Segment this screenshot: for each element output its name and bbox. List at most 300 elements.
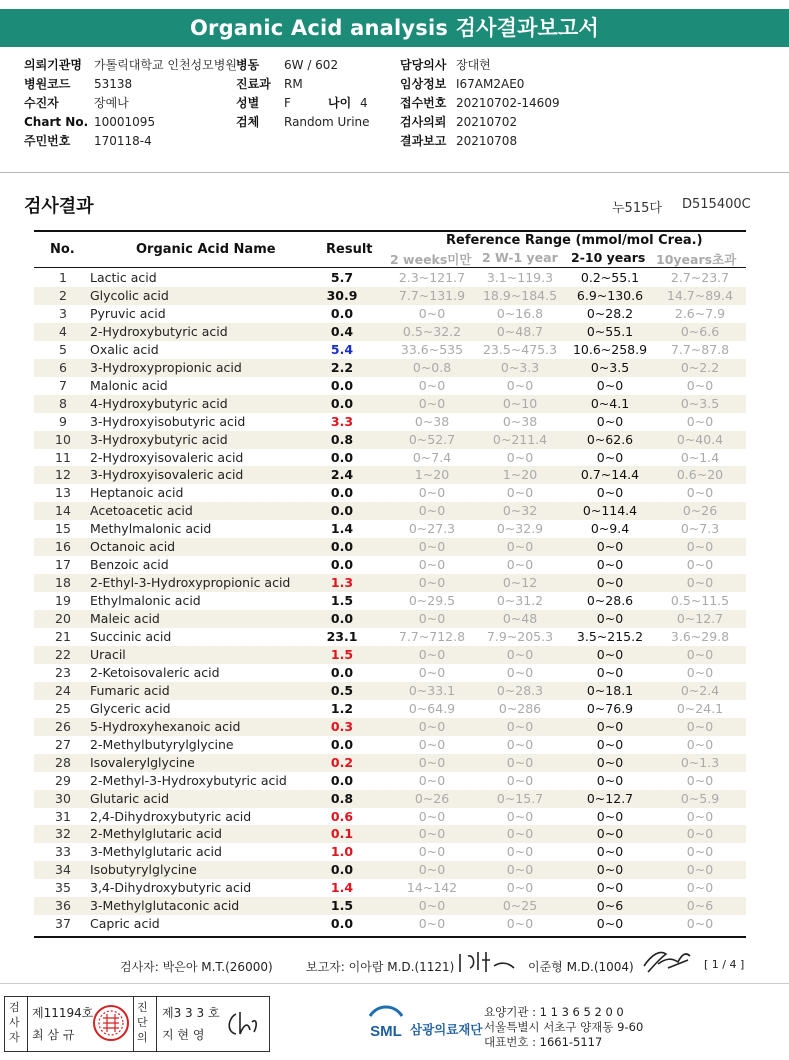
reporter-handwritten-signature (456, 948, 520, 976)
row-number: 5 (59, 341, 67, 357)
acid-name: 3-Hydroxyisovaleric acid (90, 467, 244, 483)
acid-name: 3-Methylglutaconic acid (90, 898, 240, 914)
ref-10y-plus: 0~0 (686, 826, 714, 842)
ref-10y-plus: 0~0 (686, 862, 714, 878)
row-number: 4 (59, 323, 67, 339)
row-number: 20 (55, 611, 71, 627)
result-value: 0.0 (330, 611, 354, 627)
acid-name: 2-Methylglutaric acid (90, 826, 222, 842)
info-label: 결과보고 (400, 134, 447, 148)
pathologist-signature (222, 1008, 262, 1040)
table-row (34, 736, 746, 754)
info-value: 10001095 (94, 115, 156, 129)
acid-name: 3-Hydroxybutyric acid (90, 431, 228, 447)
result-value: 1.5 (330, 646, 354, 662)
acid-name: 2-Hydroxyisovaleric acid (90, 449, 244, 465)
table-row (34, 395, 746, 413)
ref-2-10y: 10.6~258.9 (572, 341, 648, 357)
info-label: 병동 (236, 58, 260, 72)
row-number: 34 (55, 862, 71, 878)
row-number: 26 (55, 718, 71, 734)
ref-10y-plus: 2.6~7.9 (674, 305, 726, 321)
ref-2w-1y: 0~0 (506, 539, 534, 555)
info-label: 접수번호 (400, 96, 447, 110)
ref-10y-plus: 0~0 (686, 808, 714, 824)
result-value: 0.4 (330, 323, 354, 339)
row-number: 29 (55, 772, 71, 788)
ref-2w-1y: 23.5~475.3 (482, 341, 558, 357)
row-number: 8 (59, 395, 67, 411)
ref-2-10y: 0~55.1 (586, 323, 634, 339)
ref-10y-plus: 0~0 (686, 916, 714, 932)
ref-2w-1y: 0~0 (506, 646, 534, 662)
result-value: 0.0 (330, 503, 354, 519)
ref-2weeks: 0~7.4 (412, 449, 452, 465)
result-value: 30.9 (326, 287, 358, 303)
info-value: 6W / 602 (284, 58, 339, 72)
row-number: 16 (55, 539, 71, 555)
ref-2w-1y: 0~0 (506, 557, 534, 573)
ref-2weeks: 0~0 (418, 808, 446, 824)
result-value: 23.1 (326, 629, 358, 644)
ref-2weeks: 0~0 (418, 718, 446, 734)
result-value: 0.0 (330, 377, 354, 393)
table-row (34, 664, 746, 682)
table-row (34, 377, 746, 395)
acid-name: 2-Ethyl-3-Hydroxypropionic acid (90, 575, 291, 591)
ref-10y-plus: 0~0 (686, 539, 714, 555)
ref-2weeks: 0~0 (418, 377, 446, 393)
table-row (34, 610, 746, 628)
ref-2weeks: 0~52.7 (408, 431, 456, 447)
ref-2w-1y: 0~0 (506, 916, 534, 932)
acid-name: Ethylmalonic acid (90, 593, 201, 609)
row-number: 7 (59, 377, 67, 393)
ref-2w-1y: 0~28.3 (496, 682, 544, 698)
ref-2weeks: 7.7~131.9 (398, 287, 466, 303)
ref-2-10y: 0~0 (596, 772, 624, 788)
ref-2-10y: 0~0 (596, 916, 624, 932)
ref-2weeks: 0~0 (418, 305, 446, 321)
doctor2-signature-line: 이준형 M.D.(1004) (528, 960, 634, 974)
ref-2weeks: 2.3~121.7 (398, 270, 466, 285)
table-row (34, 484, 746, 502)
ref-2w-1y: 0~0 (506, 808, 534, 824)
ref-2weeks: 0~27.3 (408, 521, 456, 537)
row-number: 36 (55, 898, 71, 914)
ref-10y-plus: 0~0 (686, 844, 714, 860)
ref-2-10y: 0~0 (596, 539, 624, 555)
ref-2-10y: 0~0 (596, 736, 624, 752)
ref-10y-plus: 0~0 (686, 377, 714, 393)
acid-name: Benzoic acid (90, 557, 169, 573)
ref-10y-plus: 0~7.3 (680, 521, 720, 537)
ref-2-10y: 0~28.2 (586, 305, 634, 321)
table-row (34, 879, 746, 897)
ref-2w-1y: 0~0 (506, 826, 534, 842)
ref-10y-plus: 0.6~20 (676, 467, 724, 483)
ref-10y-plus: 0~24.1 (676, 700, 724, 716)
result-value: 0.0 (330, 664, 354, 680)
address: 서울특별시 서초구 양재동 9-60 (484, 1020, 644, 1034)
ref-2weeks: 0~0 (418, 754, 446, 770)
info-label: 의뢰기관명 (24, 58, 82, 72)
info-value: 20210702-14609 (456, 96, 560, 110)
ref-10y-plus: 0~2.4 (680, 682, 720, 698)
result-value: 1.2 (330, 700, 354, 716)
ref-2-10y: 0~0 (596, 862, 624, 878)
acid-name: Capric acid (90, 916, 160, 932)
report-title: Organic Acid analysis 검사결과보고서 (0, 9, 789, 47)
table-row (34, 287, 746, 305)
row-number: 30 (55, 790, 71, 806)
info-label: 검사의뢰 (400, 115, 447, 129)
ref-2weeks: 0~0 (418, 898, 446, 914)
ref-2w-1y: 0~12 (502, 575, 538, 591)
info-value: RM (284, 77, 303, 91)
section-code-2: D515400C (682, 197, 751, 212)
ref-2weeks: 0.5~32.2 (402, 323, 462, 339)
row-number: 31 (55, 808, 71, 824)
result-value: 2.4 (330, 467, 354, 483)
ref-2w-1y: 0~0 (506, 377, 534, 393)
ref-10y-plus: 0~1.4 (680, 449, 720, 465)
ref-10y-plus: 0~0 (686, 646, 714, 662)
ref-2weeks: 0~0 (418, 575, 446, 591)
ref-2weeks: 0~64.9 (408, 700, 456, 716)
ref-2-10y: 0~0 (596, 485, 624, 501)
acid-name: Lactic acid (90, 270, 157, 285)
ref-2-10y: 3.5~215.2 (576, 629, 644, 644)
ref-2-10y: 0~0 (596, 718, 624, 734)
info-value: 장예나 (94, 96, 129, 110)
phone: 대표번호 : 1661-5117 (484, 1035, 603, 1049)
table-row (34, 466, 746, 484)
table-top-rule (34, 230, 746, 232)
info-value: 170118-4 (94, 134, 152, 148)
ref-2-10y: 0~0 (596, 575, 624, 591)
ref-2-10y: 0.7~14.4 (580, 467, 640, 483)
ref-2w-1y: 0~0 (506, 862, 534, 878)
row-number: 22 (55, 646, 71, 662)
table-row (34, 646, 746, 664)
result-value: 0.6 (330, 808, 354, 824)
result-value: 1.4 (330, 880, 354, 896)
result-value: 0.0 (330, 916, 354, 932)
result-value: 3.3 (330, 413, 354, 429)
examiner-name: 최 삼 규 (32, 1028, 75, 1042)
ref-10y-plus: 7.7~87.8 (670, 341, 730, 357)
row-number: 23 (55, 664, 71, 680)
ref-2w-1y: 0~25 (502, 898, 538, 914)
ref-col-2: 2 W-1 year (482, 250, 558, 265)
ref-2-10y: 0~0 (596, 413, 624, 429)
ref-2-10y: 0~0 (596, 844, 624, 860)
result-value: 0.0 (330, 449, 354, 465)
table-bottom-rule (34, 936, 746, 938)
pathologist-box-label: 진단의 (137, 1001, 148, 1044)
ref-2weeks: 0~29.5 (408, 593, 456, 609)
ref-2-10y: 0~9.4 (590, 521, 630, 537)
section-title: 검사결과 (24, 196, 94, 217)
info-value: Random Urine (284, 115, 370, 129)
table-row (34, 808, 746, 826)
ref-2weeks: 0~33.1 (408, 682, 456, 698)
acid-name: Oxalic acid (90, 341, 159, 357)
ref-2w-1y: 0~32.9 (496, 521, 544, 537)
ref-10y-plus: 3.6~29.8 (670, 629, 730, 644)
info-label: 임상정보 (400, 77, 447, 91)
row-number: 11 (55, 449, 71, 465)
result-value: 0.1 (330, 826, 354, 842)
divider (0, 172, 789, 173)
ref-2-10y: 0~0 (596, 826, 624, 842)
row-number: 32 (55, 826, 71, 842)
info-label: 담당의사 (400, 58, 447, 72)
row-number: 13 (55, 485, 71, 501)
ref-2-10y: 0~0 (596, 880, 624, 896)
table-row (34, 574, 746, 592)
ref-2weeks: 0~0 (418, 826, 446, 842)
ref-10y-plus: 0~0 (686, 575, 714, 591)
acid-name: Glycolic acid (90, 287, 169, 303)
ref-2weeks: 0~0 (418, 611, 446, 627)
result-value: 0.5 (330, 682, 354, 698)
ref-2weeks: 0~38 (414, 413, 450, 429)
table-row (34, 269, 746, 287)
ref-2-10y: 6.9~130.6 (576, 287, 644, 303)
acid-name: Isobutyrylglycine (90, 862, 197, 878)
row-number: 35 (55, 880, 71, 896)
acid-name: 2-Methylbutyrylglycine (90, 736, 234, 752)
page-indicator: [ 1 / 4 ] (704, 958, 745, 971)
org-name: 삼광의료재단 (410, 1022, 483, 1037)
ref-10y-plus: 0~6.6 (680, 323, 720, 339)
row-number: 2 (59, 287, 67, 303)
section-code-1: 누515다 (612, 201, 662, 216)
ref-2-10y: 0~114.4 (582, 503, 638, 519)
table-row (34, 323, 746, 341)
ref-2weeks: 0~0 (418, 395, 446, 411)
info-value: 20210702 (456, 115, 518, 129)
result-value: 0.0 (330, 305, 354, 321)
ref-10y-plus: 0~0 (686, 880, 714, 896)
ref-2-10y: 0~3.5 (590, 359, 630, 375)
red-seal-stamp (92, 1004, 130, 1042)
acid-name: 2,4-Dihydroxybutyric acid (90, 808, 252, 824)
examiner-license-no: 제11194호 (32, 1006, 94, 1020)
acid-name: 4-Hydroxybutyric acid (90, 395, 228, 411)
ref-10y-plus: 0~0 (686, 718, 714, 734)
ref-2weeks: 0~0.8 (412, 359, 452, 375)
info-value: 53138 (94, 77, 133, 91)
table-row (34, 431, 746, 449)
info-value: 20210708 (456, 134, 518, 148)
ref-10y-plus: 0~0 (686, 736, 714, 752)
table-row (34, 556, 746, 574)
ref-10y-plus: 0~6 (686, 898, 714, 914)
table-row (34, 538, 746, 556)
acid-name: 2-Hydroxybutyric acid (90, 323, 228, 339)
row-number: 37 (55, 916, 71, 932)
acid-name: Methylmalonic acid (90, 521, 212, 537)
ref-2w-1y: 0~0 (506, 880, 534, 896)
result-value: 5.4 (330, 341, 354, 357)
result-value: 1.5 (330, 593, 354, 609)
acid-name: 3,4-Dihydroxybutyric acid (90, 880, 252, 896)
ref-2w-1y: 0~10 (502, 395, 538, 411)
row-number: 9 (59, 413, 67, 429)
result-value: 0.0 (330, 539, 354, 555)
result-value: 0.0 (330, 485, 354, 501)
ref-2weeks: 0~0 (418, 503, 446, 519)
ref-2-10y: 0~62.6 (586, 431, 634, 447)
table-row (34, 915, 746, 933)
acid-name: Maleic acid (90, 611, 160, 627)
examiner-box-label: 검사자 (9, 1001, 20, 1044)
result-value: 0.0 (330, 395, 354, 411)
header-result: Result (326, 242, 373, 257)
table-row (34, 718, 746, 736)
acid-name: Isovalerylglycine (90, 754, 195, 770)
pathologist-name: 지 현 영 (162, 1028, 205, 1042)
ref-2weeks: 0~0 (418, 844, 446, 860)
acid-name: Octanoic acid (90, 539, 176, 555)
ref-10y-plus: 0.5~11.5 (670, 593, 730, 609)
ref-2w-1y: 0~31.2 (496, 593, 544, 609)
doctor2-handwritten-signature (638, 944, 694, 976)
ref-2weeks: 33.6~535 (400, 341, 464, 357)
ref-2-10y: 0~12.7 (586, 790, 634, 806)
logo-text: SML (370, 1023, 402, 1040)
ref-10y-plus: 0~40.4 (676, 431, 724, 447)
ref-2w-1y: 0~48.7 (496, 323, 544, 339)
ref-2-10y: 0~0 (596, 808, 624, 824)
info-label: 검체 (236, 115, 260, 129)
acid-name: Pyruvic acid (90, 305, 166, 321)
ref-10y-plus: 14.7~89.4 (666, 287, 734, 303)
ref-2weeks: 14~142 (406, 880, 458, 896)
table-row (34, 592, 746, 610)
ref-2-10y: 0.2~55.1 (580, 270, 640, 285)
ref-2weeks: 0~0 (418, 664, 446, 680)
table-row (34, 628, 746, 646)
ref-2w-1y: 0~0 (506, 449, 534, 465)
info-value: 가톨릭대학교 인천성모병원 (94, 58, 237, 72)
result-value: 0.0 (330, 862, 354, 878)
row-number: 33 (55, 844, 71, 860)
ref-10y-plus: 0~1.3 (680, 754, 720, 770)
result-value: 1.0 (330, 844, 354, 860)
result-value: 1.5 (330, 898, 354, 914)
row-number: 18 (55, 575, 71, 591)
ref-10y-plus: 2.7~23.7 (670, 270, 730, 285)
result-value: 1.3 (330, 575, 354, 591)
ref-10y-plus: 0~2.2 (680, 359, 720, 375)
age-value: 4 (360, 96, 368, 110)
ref-2-10y: 0~4.1 (590, 395, 630, 411)
pathologist-license-no: 제3 3 3 호 (162, 1006, 220, 1020)
ref-2-10y: 0~0 (596, 754, 624, 770)
table-row (34, 897, 746, 915)
ref-2weeks: 0~0 (418, 736, 446, 752)
result-value: 0.8 (330, 790, 354, 806)
sml-logo-icon (364, 1002, 408, 1042)
header-name: Organic Acid Name (136, 242, 276, 257)
info-value: 장대현 (456, 58, 491, 72)
result-value: 0.3 (330, 718, 354, 734)
result-value: 5.7 (330, 270, 354, 285)
info-value: F (284, 96, 291, 110)
ref-2-10y: 0~0 (596, 449, 624, 465)
ref-2w-1y: 0~15.7 (496, 790, 544, 806)
ref-2w-1y: 0~48 (502, 611, 538, 627)
result-value: 0.0 (330, 772, 354, 788)
result-value: 0.0 (330, 557, 354, 573)
row-number: 10 (55, 431, 71, 447)
ref-2weeks: 0~0 (418, 916, 446, 932)
ref-2weeks: 0~0 (418, 862, 446, 878)
ref-2weeks: 0~26 (414, 790, 450, 806)
row-number: 27 (55, 736, 71, 752)
table-row (34, 305, 746, 323)
ref-10y-plus: 0~12.7 (676, 611, 724, 627)
ref-2weeks: 7.7~712.8 (398, 629, 466, 644)
row-number: 1 (59, 270, 67, 285)
ref-2-10y: 0~28.6 (586, 593, 634, 609)
ref-2-10y: 0~76.9 (586, 700, 634, 716)
row-number: 17 (55, 557, 71, 573)
row-number: 19 (55, 593, 71, 609)
ref-2w-1y: 0~0 (506, 844, 534, 860)
acid-name: 2-Methyl-3-Hydroxybutyric acid (90, 772, 287, 788)
ref-10y-plus: 0~0 (686, 413, 714, 429)
ref-2weeks: 0~0 (418, 557, 446, 573)
acid-name: Uracil (90, 646, 126, 662)
acid-name: 5-Hydroxyhexanoic acid (90, 718, 241, 734)
ref-2w-1y: 7.9~205.3 (486, 629, 554, 644)
acid-name: Malonic acid (90, 377, 168, 393)
acid-name: 3-Methylglutaric acid (90, 844, 222, 860)
table-row (34, 825, 746, 843)
acid-name: Succinic acid (90, 629, 172, 644)
ref-col-4: 10years초과 (656, 252, 737, 267)
reporter-signature-line: 보고자: 이아람 M.D.(1121) (306, 960, 455, 974)
acid-name: 3-Hydroxyisobutyric acid (90, 413, 246, 429)
ref-2-10y: 0~0 (596, 557, 624, 573)
ref-2-10y: 0~18.1 (586, 682, 634, 698)
table-row (34, 682, 746, 700)
ref-2w-1y: 18.9~184.5 (482, 287, 558, 303)
footer-divider (0, 983, 789, 984)
table-row (34, 502, 746, 520)
ref-2w-1y: 0~0 (506, 485, 534, 501)
info-label: 주민번호 (24, 134, 71, 148)
table-header-rule (34, 267, 746, 268)
table-row (34, 754, 746, 772)
ref-2-10y: 0~0 (596, 611, 624, 627)
ref-2w-1y: 0~211.4 (492, 431, 548, 447)
acid-name: Glyceric acid (90, 700, 171, 716)
ref-2weeks: 0~0 (418, 485, 446, 501)
ref-2-10y: 0~0 (596, 377, 624, 393)
row-number: 3 (59, 305, 67, 321)
result-value: 1.4 (330, 521, 354, 537)
row-number: 15 (55, 521, 71, 537)
ref-2-10y: 0~6 (596, 898, 624, 914)
table-row (34, 449, 746, 467)
info-value: I67AM2AE0 (456, 77, 525, 91)
